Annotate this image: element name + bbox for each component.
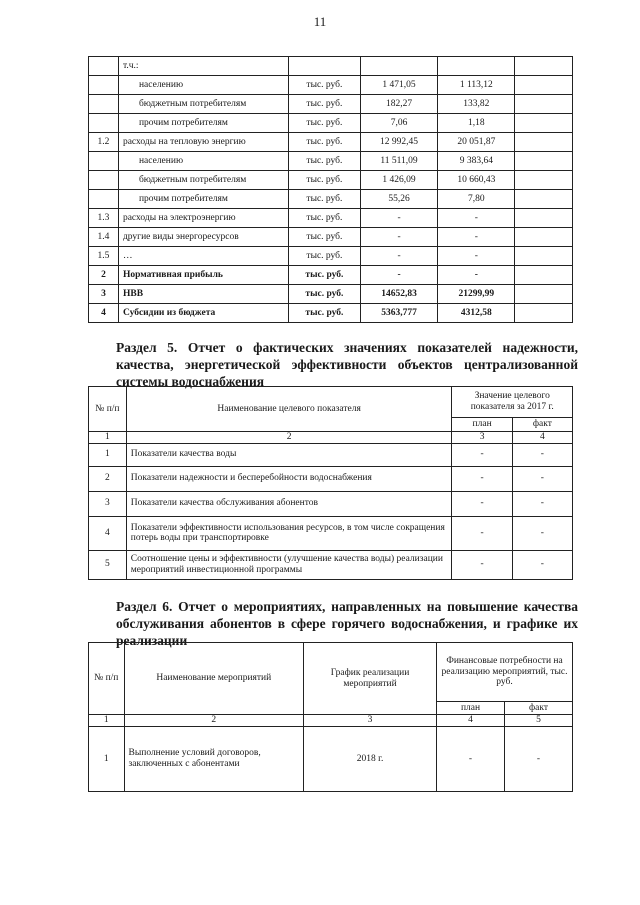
measures-table	[88, 642, 573, 792]
table-index-row	[89, 715, 573, 727]
row-unit: тыс. руб.	[288, 247, 360, 266]
row-name: расходы на тепловую энергию	[118, 133, 288, 152]
row-name: …	[118, 247, 288, 266]
row-plan-value: 11 511,09	[360, 152, 437, 171]
row-fact-value: 1 113,12	[438, 76, 515, 95]
row-fact-value: -	[505, 727, 573, 792]
row-fact-value: 20 051,87	[438, 133, 515, 152]
row-fact-value: 4312,58	[438, 304, 515, 323]
row-plan-value: -	[437, 727, 505, 792]
row-plan-value: -	[452, 491, 512, 516]
index-cell: 3	[304, 715, 437, 727]
section-5-heading: Раздел 5. Отчет о фактических значениях показателей надежности, качества, энергетической эффективности объектов централизованной системы водоснабжения	[116, 340, 578, 389]
row-unit: тыс. руб.	[288, 266, 360, 285]
empty-cell	[515, 285, 573, 304]
row-name: Соотношение цены и эффективности (улучшение качества воды) реализации мероприятий инвестиционной программы	[126, 550, 452, 579]
indicators-table	[88, 386, 573, 580]
row-name: НВВ	[118, 285, 288, 304]
row-plan-value: -	[360, 228, 437, 247]
row-fact-value: 10 660,43	[438, 171, 515, 190]
row-unit: тыс. руб.	[288, 171, 360, 190]
row-number: 5	[89, 550, 127, 579]
empty-cell	[515, 57, 573, 76]
row-unit: тыс. руб.	[288, 228, 360, 247]
row-number: 2	[89, 266, 119, 285]
table-row	[89, 171, 573, 190]
index-cell: 2	[124, 715, 304, 727]
empty-cell	[515, 76, 573, 95]
index-cell: 4	[437, 715, 505, 727]
header-num: № п/п	[89, 643, 125, 715]
row-unit: тыс. руб.	[288, 95, 360, 114]
row-plan-value: 12 992,45	[360, 133, 437, 152]
row-name: населению	[118, 76, 288, 95]
row-number: 4	[89, 304, 119, 323]
table-row	[89, 266, 573, 285]
measures-body	[89, 727, 573, 792]
row-fact-value: -	[512, 443, 572, 466]
row-plan-value: 182,27	[360, 95, 437, 114]
table-index-row	[89, 432, 573, 444]
index-cell: 1	[89, 715, 125, 727]
header-num: № п/п	[89, 387, 127, 432]
index-cell: 4	[512, 432, 572, 444]
row-plan-value: -	[452, 516, 512, 550]
row-name: Нормативная прибыль	[118, 266, 288, 285]
table-row	[89, 304, 573, 323]
empty-cell	[515, 190, 573, 209]
row-name: прочим потребителям	[118, 114, 288, 133]
row-unit: тыс. руб.	[288, 114, 360, 133]
header-schedule: График реализации мероприятий	[304, 643, 437, 715]
row-fact-value: 21299,99	[438, 285, 515, 304]
page-number: 11	[313, 14, 327, 29]
row-unit: тыс. руб.	[288, 209, 360, 228]
row-number: 2	[89, 466, 127, 491]
row-plan-value: 55,26	[360, 190, 437, 209]
empty-cell	[515, 95, 573, 114]
row-fact-value: -	[512, 550, 572, 579]
table-row	[89, 516, 573, 550]
row-number	[89, 114, 119, 133]
header-fact: факт	[505, 702, 573, 715]
header-fact: факт	[512, 418, 572, 432]
row-unit: тыс. руб.	[288, 152, 360, 171]
row-unit: тыс. руб.	[288, 190, 360, 209]
header-name: Наименование мероприятий	[124, 643, 304, 715]
row-name: бюджетным потребителям	[118, 171, 288, 190]
row-name: т.ч.:	[118, 57, 288, 76]
row-number	[89, 171, 119, 190]
row-plan-value: 14652,83	[360, 285, 437, 304]
row-fact-value: -	[438, 247, 515, 266]
row-number: 3	[89, 285, 119, 304]
table-header-row	[89, 387, 573, 418]
row-number: 1	[89, 443, 127, 466]
row-number: 1.3	[89, 209, 119, 228]
row-fact-value: 7,80	[438, 190, 515, 209]
empty-cell	[515, 228, 573, 247]
row-name: расходы на электроэнергию	[118, 209, 288, 228]
section-6-heading: Раздел 6. Отчет о мероприятиях, направленных на повышение качества обслуживания абонентов в сфере горячего водоснабжения, и графике их реализации	[116, 599, 578, 648]
index-cell: 5	[505, 715, 573, 727]
row-fact-value: -	[438, 266, 515, 285]
row-number: 1.4	[89, 228, 119, 247]
row-plan-value: -	[360, 266, 437, 285]
row-fact-value: 9 383,64	[438, 152, 515, 171]
table-row	[89, 190, 573, 209]
index-cell: 2	[126, 432, 452, 444]
row-plan-value: 1 471,05	[360, 76, 437, 95]
row-plan-value	[360, 57, 437, 76]
row-plan-value: 7,06	[360, 114, 437, 133]
row-name: Показатели качества воды	[126, 443, 452, 466]
row-number: 1.5	[89, 247, 119, 266]
header-plan: план	[452, 418, 512, 432]
row-schedule: 2018 г.	[304, 727, 437, 792]
row-number: 1.2	[89, 133, 119, 152]
table-row	[89, 466, 573, 491]
row-plan-value: 5363,777	[360, 304, 437, 323]
row-name: Показатели надежности и бесперебойности водоснабжения	[126, 466, 452, 491]
row-name: другие виды энергоресурсов	[118, 228, 288, 247]
row-fact-value	[438, 57, 515, 76]
row-number	[89, 57, 119, 76]
cost-breakdown-table	[88, 56, 573, 323]
table-row	[89, 727, 573, 792]
row-fact-value: -	[512, 516, 572, 550]
table-row	[89, 228, 573, 247]
header-plan: план	[437, 702, 505, 715]
table-row	[89, 152, 573, 171]
table-row	[89, 114, 573, 133]
table-row	[89, 133, 573, 152]
row-number	[89, 152, 119, 171]
row-name: Субсидии из бюджета	[118, 304, 288, 323]
row-name: прочим потребителям	[118, 190, 288, 209]
row-name: Показатели эффективности использования ресурсов, в том числе сокращения потерь воды при транспортировке	[126, 516, 452, 550]
row-unit	[288, 57, 360, 76]
row-plan-value: -	[452, 550, 512, 579]
table-row	[89, 443, 573, 466]
empty-cell	[515, 209, 573, 228]
index-cell: 1	[89, 432, 127, 444]
header-name: Наименование целевого показателя	[126, 387, 452, 432]
table-row	[89, 76, 573, 95]
row-number	[89, 95, 119, 114]
header-finance: Финансовые потребности на реализацию мероприятий, тыс. руб.	[437, 643, 573, 702]
row-fact-value: -	[438, 228, 515, 247]
row-fact-value: -	[438, 209, 515, 228]
row-number: 3	[89, 491, 127, 516]
empty-cell	[515, 266, 573, 285]
row-unit: тыс. руб.	[288, 133, 360, 152]
row-number	[89, 76, 119, 95]
table-header-row	[89, 643, 573, 702]
table-row	[89, 57, 573, 76]
row-fact-value: -	[512, 491, 572, 516]
empty-cell	[515, 133, 573, 152]
table-row	[89, 95, 573, 114]
row-fact-value: -	[512, 466, 572, 491]
row-name: Показатели качества обслуживания абонентов	[126, 491, 452, 516]
row-plan-value: -	[360, 247, 437, 266]
row-unit: тыс. руб.	[288, 76, 360, 95]
row-plan-value: -	[452, 443, 512, 466]
empty-cell	[515, 152, 573, 171]
row-plan-value: -	[452, 466, 512, 491]
empty-cell	[515, 304, 573, 323]
row-unit: тыс. руб.	[288, 285, 360, 304]
cost-breakdown-body	[89, 57, 573, 323]
row-number	[89, 190, 119, 209]
row-name: населению	[118, 152, 288, 171]
table-row	[89, 209, 573, 228]
empty-cell	[515, 171, 573, 190]
indicators-body	[89, 443, 573, 579]
row-fact-value: 133,82	[438, 95, 515, 114]
table-row	[89, 285, 573, 304]
row-unit: тыс. руб.	[288, 304, 360, 323]
table-row	[89, 550, 573, 579]
row-plan-value: -	[360, 209, 437, 228]
empty-cell	[515, 247, 573, 266]
row-number: 4	[89, 516, 127, 550]
row-number: 1	[89, 727, 125, 792]
row-name: Выполнение условий договоров, заключенных с абонентами	[124, 727, 304, 792]
table-row	[89, 491, 573, 516]
header-value: Значение целевого показателя за 2017 г.	[452, 387, 573, 418]
index-cell: 3	[452, 432, 512, 444]
row-plan-value: 1 426,09	[360, 171, 437, 190]
row-fact-value: 1,18	[438, 114, 515, 133]
empty-cell	[515, 114, 573, 133]
row-name: бюджетным потребителям	[118, 95, 288, 114]
table-row	[89, 247, 573, 266]
